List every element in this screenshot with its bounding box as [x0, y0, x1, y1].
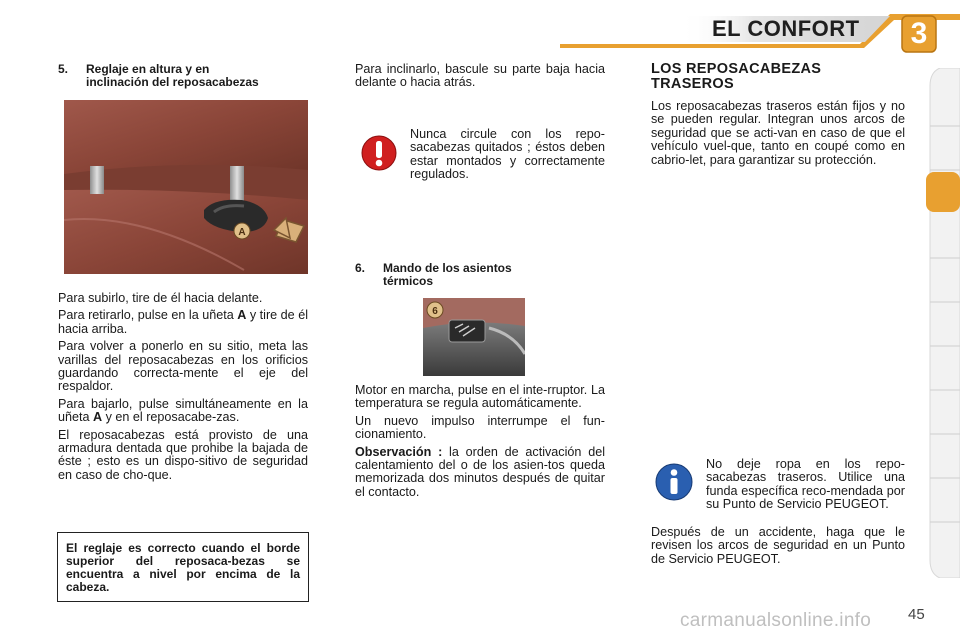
callout-6-label: 6: [432, 306, 438, 317]
callout-a-label: A: [238, 227, 246, 238]
page-number: 45: [908, 606, 925, 623]
chapter-tabs: [926, 68, 960, 578]
right-body: [651, 100, 905, 171]
paragraph: Observación : la orden de activación del calentamiento del o de los asien-tos queda memorizada dos minutos después de quitar el contacto.: [355, 444, 605, 499]
warning-text: Nunca circule con los repo-sacabezas quitados ; éstos deben estar montados y correctamente regulados.: [410, 127, 605, 182]
paragraph: Para retirarlo, pulse en la uñeta A y tire de él hacia arriba.: [58, 308, 308, 336]
section-heading-5: 5. Reglaje en altura y en inclinación del reposacabezas: [58, 62, 259, 89]
right-bottom-text: Después de un accidente, haga que le revisen los arcos de seguridad en un Punto de Servicio PEUGEOT.: [651, 525, 905, 566]
section-heading-6: 6. Mando de los asientos térmicos: [355, 261, 512, 288]
paragraph: El reposacabezas está provisto de una armadura dentada que prohibe la bajada de éste ; esto es un dispo-sitivo de seguridad en caso de cho-que.: [58, 427, 308, 482]
heated-seat-switch-photo: [423, 298, 525, 376]
warning-icon: [360, 134, 398, 172]
paragraph: Un nuevo impulso interrumpe el fun-cionamiento.: [355, 413, 605, 442]
middle-body: [355, 384, 605, 503]
note-box: El reglaje es correcto cuando el borde superior del reposaca-bezas se encuentra a nivel por encima de la cabeza.: [57, 532, 309, 602]
paragraph: Para volver a ponerlo en su sitio, meta las varillas del reposacabezas en los orificios guardando correcta-mente el eje del respaldor.: [58, 339, 308, 394]
info-text: No deje ropa en los repo-sacabezas traseros. Utilice una funda específica reco-mendada por su Punto de Servicio PEUGEOT.: [706, 457, 905, 512]
watermark: carmanualsonline.info: [680, 610, 872, 631]
page-title: EL CONFORT: [712, 16, 860, 41]
left-body: [58, 292, 308, 486]
headrest-photo: [64, 100, 308, 274]
middle-top-text: Para inclinarlo, bascule su parte baja hacia delante o hacia atrás.: [355, 62, 605, 90]
paragraph: Para bajarlo, pulse simultáneamente en la uñeta A y en el reposacabe-zas.: [58, 396, 308, 425]
chapter-number: 3: [910, 17, 928, 50]
info-icon: [654, 462, 694, 502]
paragraph: Los reposacabezas traseros están fijos y no se pueden regular. Integran unos arcos de seguridad que se acti-van en caso de que el vehículo vuel-que, tanto en coupé como en cabrio-let, para garantizar su protección.: [651, 99, 905, 167]
section-heading-rear: LOS REPOSACABEZAS TRASEROS: [651, 61, 822, 92]
paragraph: Para subirlo, tire de él hacia delante.: [58, 291, 263, 305]
paragraph: Motor en marcha, pulse en el inte-rruptor. La temperatura se regula automáticamente.: [355, 383, 605, 411]
